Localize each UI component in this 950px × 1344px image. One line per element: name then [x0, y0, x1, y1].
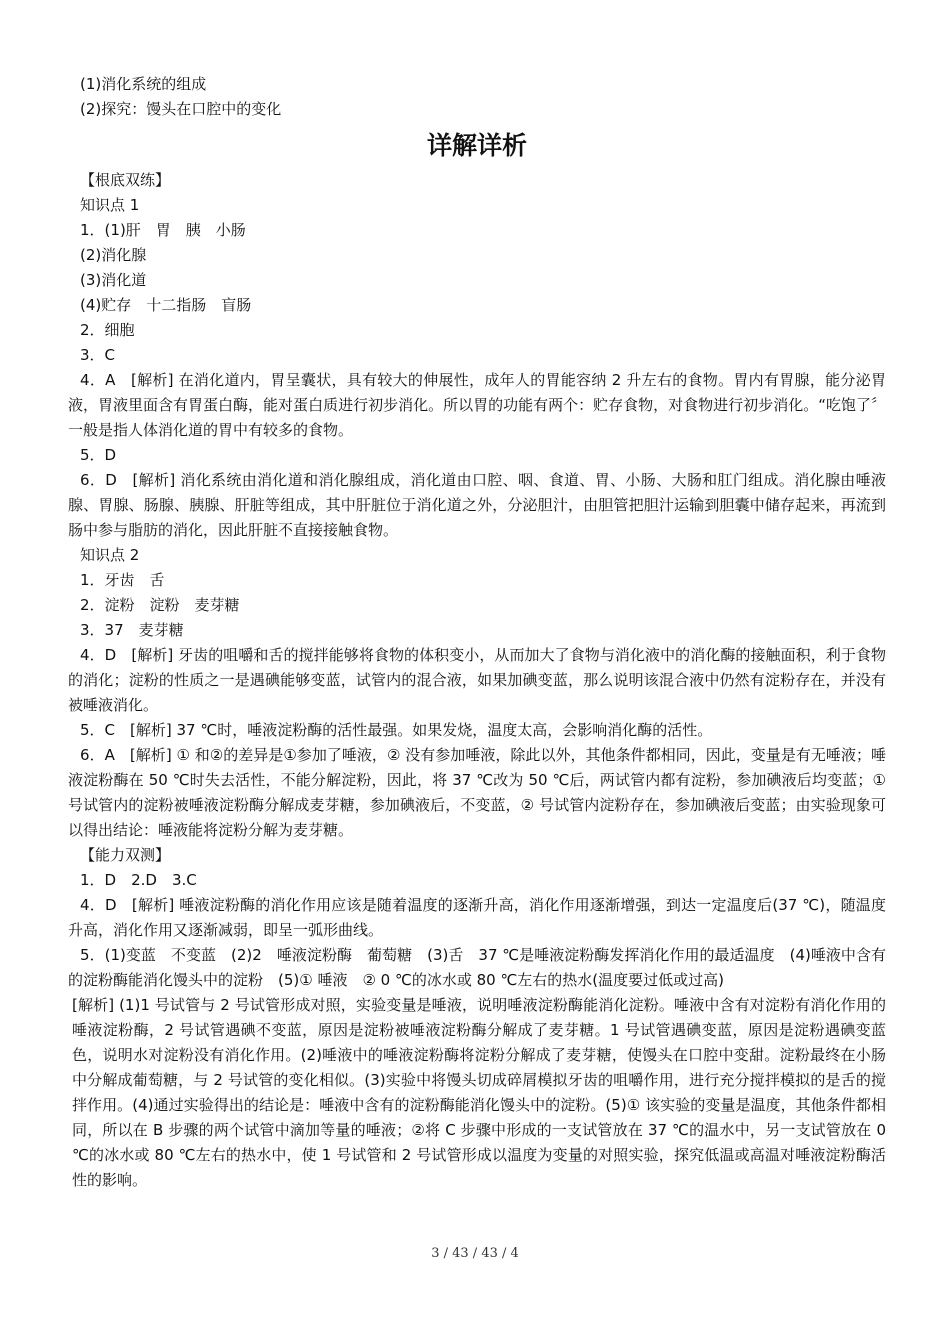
kp2-q4: 4．D [解析] 牙齿的咀嚼和舌的搅拌能够将食物的体积变小，从而加大了食物与消化液中的消化酶的接触面积，利于食物的消化；淀粉的性质之一是遇碘能够变蓝，试管内的混合液，如果加碘变蓝，那么说明该混合液中仍然有淀粉存在，并没有被唾液消化。	[68, 646, 886, 714]
intro-line-2: (2)探究：馒头在口腔中的变化	[80, 100, 282, 118]
intro-line-1: (1)消化系统的组成	[80, 75, 207, 93]
document-body	[68, 72, 886, 1193]
ability-q5: 5．(1)变蓝 不变蓝 (2)2 唾液淀粉酶 葡萄糖 (3)舌 37 ℃是唾液淀粉酶发挥消化作用的最适温度 (4)唾液中含有的淀粉酶能消化馒头中的淀粉 (5)① 唾液 ② 0 ℃的冰水或 80 ℃左右的热水(温度要过低或过高)	[68, 946, 886, 989]
section-basic-heading: 【根底双练】	[80, 171, 171, 189]
kp1-line-5: 2．细胞	[80, 321, 135, 339]
kp1-line-1: 1．(1)肝 胃 胰 小肠	[80, 221, 246, 239]
kp2-line-1: 1．牙齿 舌	[80, 571, 165, 589]
kp1-q6: 6．D [解析] 消化系统由消化道和消化腺组成，消化道由口腔、咽、食道、胃、小肠、大肠和肛门组成。消化腺由唾液腺、胃腺、肠腺、胰腺、肝脏等组成，其中肝脏位于消化道之外，分泌胆汁，由胆管把胆汁运输到胆囊中储存起来，再流到肠中参与脂肪的消化，因此肝脏不直接接触食物。	[68, 471, 886, 539]
kp2-label: 知识点 2	[80, 546, 140, 564]
kp1-label: 知识点 1	[80, 196, 140, 214]
kp2-line-3: 3．37 麦芽糖	[80, 621, 184, 639]
kp1-line-2: (2)消化腺	[80, 246, 147, 264]
ability-q1-3: 1．D 2.D 3.C	[80, 871, 197, 889]
kp1-line-4: (4)贮存 十二指肠 盲肠	[80, 296, 252, 314]
kp2-q5: 5．C [解析] 37 ℃时，唾液淀粉酶的活性最强。如果发烧，温度太高，会影响消化酶的活性。	[80, 721, 713, 739]
page-title: 详解详析	[426, 131, 527, 160]
ability-q4: 4．D [解析] 唾液淀粉酶的消化作用应该是随着温度的逐渐升高，消化作用逐渐增强，到达一定温度后(37 ℃)，随温度升高，消化作用又逐渐减弱，即呈一弧形曲线。	[68, 896, 886, 939]
page-number: 3 / 43 / 43 / 4	[431, 1246, 519, 1261]
kp1-line-6: 3．C	[80, 346, 116, 364]
kp1-q5: 5．D	[80, 446, 117, 464]
kp2-q6: 6．A [解析] ① 和②的差异是①参加了唾液，② 没有参加唾液，除此以外，其他条件都相同，因此，变量是有无唾液；唾液淀粉酶在 50 ℃时失去活性，不能分解淀粉，因此，将 37 ℃改为 50 ℃后，两试管内都有淀粉，参加碘液后均变蓝；①号试管内的淀粉被唾液淀粉酶分解成麦芽糖，参加碘液后，不变蓝，② 号试管内淀粉存在，参加碘液后变蓝；由实验现象可以得出结论：唾液能将淀粉分解为麦芽糖。	[68, 746, 886, 839]
kp1-q4: 4．A [解析] 在消化道内，胃呈囊状，具有较大的伸展性，成年人的胃能容纳 2 升左右的食物。胃内有胃腺，能分泌胃液，胃液里面含有胃蛋白酶，能对蛋白质进行初步消化。所以胃的功能有两个：贮存食物，对食物进行初步消化。“吃饱了〞一般是指人体消化道的胃中有较多的食物。	[68, 371, 886, 439]
ability-q5-analysis: [解析] (1)1 号试管与 2 号试管形成对照，实验变量是唾液，说明唾液淀粉酶能消化淀粉。唾液中含有对淀粉有消化作用的唾液淀粉酶，2 号试管遇碘不变蓝，原因是淀粉被唾液淀粉酶分解成了麦芽糖。1 号试管遇碘变蓝，原因是淀粉遇碘变蓝色，说明水对淀粉没有消化作用。(2)唾液中的唾液淀粉酶将淀粉分解成了麦芽糖，使馒头在口腔中变甜。淀粉最终在小肠中分解成葡萄糖，与 2 号试管的变化相似。(3)实验中将馒头切成碎屑模拟牙齿的咀嚼作用，进行充分搅拌模拟的是舌的搅拌作用。(4)通过实验得出的结论是：唾液中含有的淀粉酶能消化馒头中的淀粉。(5)① 该实验的变量是温度，其他条件都相同，所以在 B 步骤的两个试管中滴加等量的唾液；②将 C 步骤中形成的一支试管放在 37 ℃的温水中，另一支试管放在 0 ℃的冰水或 80 ℃左右的热水中，使 1 号试管和 2 号试管形成以温度为变量的对照实验，探究低温或高温对唾液淀粉酶活性的影响。	[72, 996, 886, 1189]
kp2-line-2: 2．淀粉 淀粉 麦芽糖	[80, 596, 240, 614]
section-ability-heading: 【能力双测】	[80, 846, 171, 864]
kp1-line-3: (3)消化道	[80, 271, 147, 289]
